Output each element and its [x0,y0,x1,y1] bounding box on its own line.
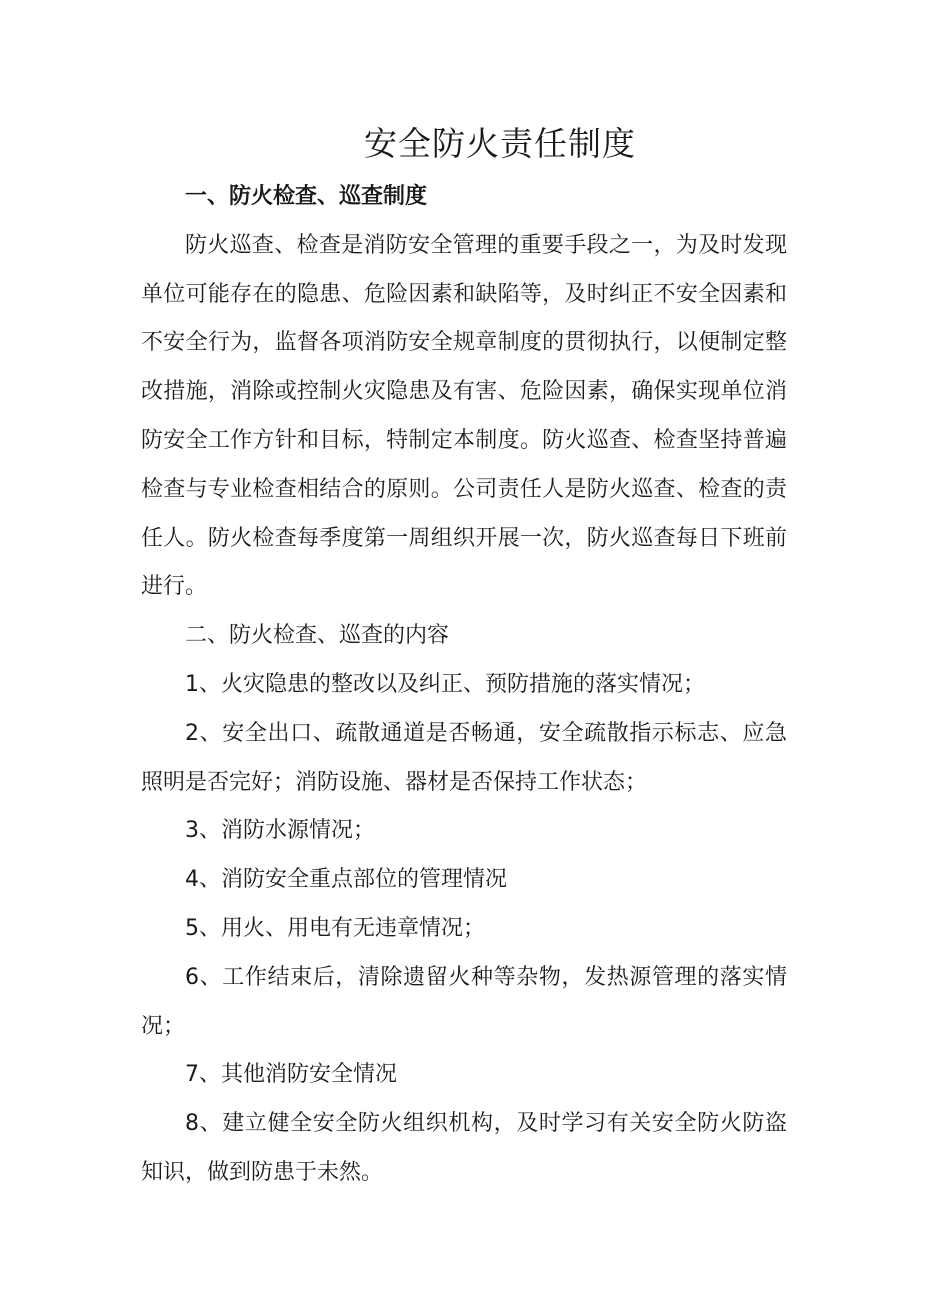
list-item-5: 5、用火、用电有无违章情况； [185,915,485,941]
list-item-2: 2、安全出口、疏散通道是否畅通，安全疏散指示标志、应急照明是否完好；消防设施、器材是否保持工作状态； [141,720,787,795]
section-heading-2: 二、防火检查、巡查的内容 [185,623,450,649]
list-item-8: 8、建立健全安全防火组织机构，及时学习有关安全防火防盗知识，做到防患于未然。 [141,1111,787,1185]
list-item-4: 4、消防安全重点部位的管理情况 [185,867,507,893]
list-item-3: 3、消防水源情况； [185,818,375,844]
document-body [141,173,787,1198]
document-title: 安全防火责任制度 [364,124,636,163]
section-heading-1: 一、防火检查、巡查制度 [185,184,428,209]
list-item-1: 1、火灾隐患的整改以及纠正、预防措施的落实情况； [185,671,705,697]
list-item-7: 7、其他消防安全情况 [185,1062,397,1088]
body-paragraph: 防火巡查、检查是消防安全管理的重要手段之一，为及时发现单位可能存在的隐患、危险因素和缺陷等，及时纠正不安全因素和不安全行为，监督各项消防安全规章制度的贯彻执行，以便制定整改措施，消除或控制火灾隐患及有害、危险因素，确保实现单位消防安全工作方针和目标，特制定本制度。防火巡查、检查坚持普遍检查与专业检查相结合的原则。公司责任人是防火巡查、检查的责任人。防火检查每季度第一周组织开展一次，防火巡查每日下班前进行。 [141,232,787,600]
list-item-6: 6、工作结束后，清除遗留火种等杂物，发热源管理的落实情况； [141,964,787,1039]
